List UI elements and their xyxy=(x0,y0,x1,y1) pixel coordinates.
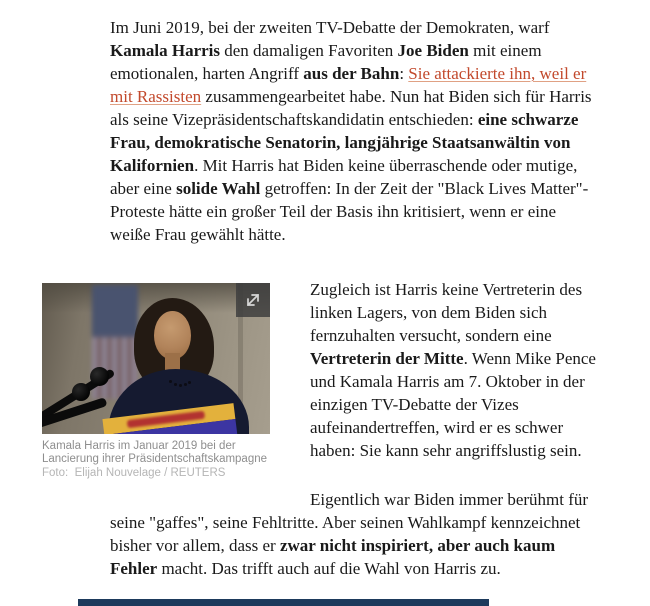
text-line xyxy=(110,511,610,534)
text-segment: getroffen: In der Zeit der "Black Lives Matter"- xyxy=(260,179,589,198)
text-segment: fernzuhalten versucht, sondern eine xyxy=(310,326,552,345)
text-segment: Eigentlich war Biden immer berühmt für xyxy=(310,490,589,509)
text-segment: und Kamala Harris am 7. Oktober in der xyxy=(310,372,585,391)
text-line xyxy=(110,200,610,223)
text-line xyxy=(110,85,610,108)
harris-face xyxy=(154,311,191,359)
harris-necklace xyxy=(169,380,172,383)
text-line xyxy=(310,278,610,301)
text-line xyxy=(310,301,610,324)
text-segment: als seine Vizepräsidentschaftskandidatin entschieden: xyxy=(110,110,478,129)
article-figure xyxy=(42,283,270,480)
text-segment: einzigen TV-Debatte der Vizes xyxy=(310,395,519,414)
text-segment: aber eine xyxy=(110,179,177,198)
text-segment: Proteste hätte ein großer Teil der Basis ihn kritisiert, wenn er eine xyxy=(110,202,557,221)
text-segment: Frau, demokratische Senatorin, langjährige Staatsanwältin von xyxy=(110,133,571,152)
text-segment: mit einem xyxy=(468,41,542,60)
paragraph-bottom xyxy=(110,488,610,580)
text-segment: eine schwarze xyxy=(477,110,579,129)
text-segment: aus der Bahn xyxy=(303,64,400,83)
text-segment: linken Lagers, von dem Biden sich xyxy=(310,303,548,322)
text-line xyxy=(310,347,610,370)
text-line xyxy=(110,131,610,154)
text-line xyxy=(310,488,610,511)
caption-line: Kamala Harris im Januar 2019 bei der xyxy=(42,440,236,452)
text-segment: Kamala Harris xyxy=(110,41,221,60)
text-segment: weiße Frau gewählt hätte. xyxy=(110,225,286,244)
text-segment: Vertreterin der Mitte xyxy=(310,349,464,368)
text-segment: bisher vor allem, dass er xyxy=(110,536,280,555)
text-line xyxy=(310,324,610,347)
text-segment: den damaligen Favoriten xyxy=(220,41,398,60)
microphone-icon xyxy=(90,367,109,386)
text-line xyxy=(110,534,610,557)
text-segment: zusammengearbeitet habe. Nun hat Biden sich für Harris xyxy=(201,87,592,106)
text-segment: aufeinandertreffen, wird er es schwer xyxy=(310,418,564,437)
text-line xyxy=(310,416,610,439)
text-line xyxy=(310,439,610,462)
text-line xyxy=(310,393,610,416)
text-segment: : xyxy=(399,64,409,83)
text-segment: Fehler xyxy=(110,559,158,578)
text-line xyxy=(110,154,610,177)
text-line xyxy=(110,557,610,580)
inline-link[interactable]: mit Rassisten xyxy=(110,87,202,106)
microphone-icon xyxy=(72,383,90,401)
text-line xyxy=(110,39,610,62)
text-segment: Zugleich ist Harris keine Vertreterin des xyxy=(310,280,583,299)
text-segment: solide Wahl xyxy=(176,179,261,198)
paragraph-intro xyxy=(110,16,610,246)
text-line xyxy=(310,370,610,393)
text-segment: . Mit Harris hat Biden keine überraschende oder mutige, xyxy=(194,156,578,175)
inline-link[interactable]: Sie attackierte ihn, weil er xyxy=(408,64,587,83)
expand-image-button[interactable] xyxy=(236,283,270,317)
text-line xyxy=(110,223,610,246)
text-segment: emotionalen, harten Angriff xyxy=(110,64,304,83)
photo-credit: Foto: Elijah Nouvelage / REUTERS xyxy=(42,467,226,479)
photo-caption xyxy=(42,440,270,480)
cutoff-content-bar xyxy=(78,599,489,606)
kamala-harris-photo[interactable] xyxy=(42,283,270,434)
text-segment: zwar nicht inspiriert, aber auch kaum xyxy=(279,536,556,555)
text-segment: Joe Biden xyxy=(397,41,469,60)
text-segment: . Wenn Mike Pence xyxy=(463,349,596,368)
text-segment: seine "gaffes", seine Fehltritte. Aber seinen Wahlkampf kennzeichnet xyxy=(110,513,581,532)
caption-line: Lancierung ihrer Präsidentschaftskampagne xyxy=(42,453,268,465)
paragraph-middle xyxy=(310,278,610,462)
text-segment: macht. Das trifft auch auf die Wahl von Harris zu. xyxy=(157,559,501,578)
text-line xyxy=(110,177,610,200)
text-line xyxy=(110,16,610,39)
text-line xyxy=(110,108,610,131)
text-segment: Im Juni 2019, bei der zweiten TV-Debatte der Demokraten, warf xyxy=(110,18,550,37)
text-segment: haben: Sie kann sehr angriffslustig sein. xyxy=(310,441,582,460)
microphone-pole xyxy=(42,397,107,430)
text-line xyxy=(110,62,610,85)
text-segment: Kalifornien xyxy=(110,156,195,175)
expand-diagonal-arrows-icon xyxy=(241,288,265,312)
